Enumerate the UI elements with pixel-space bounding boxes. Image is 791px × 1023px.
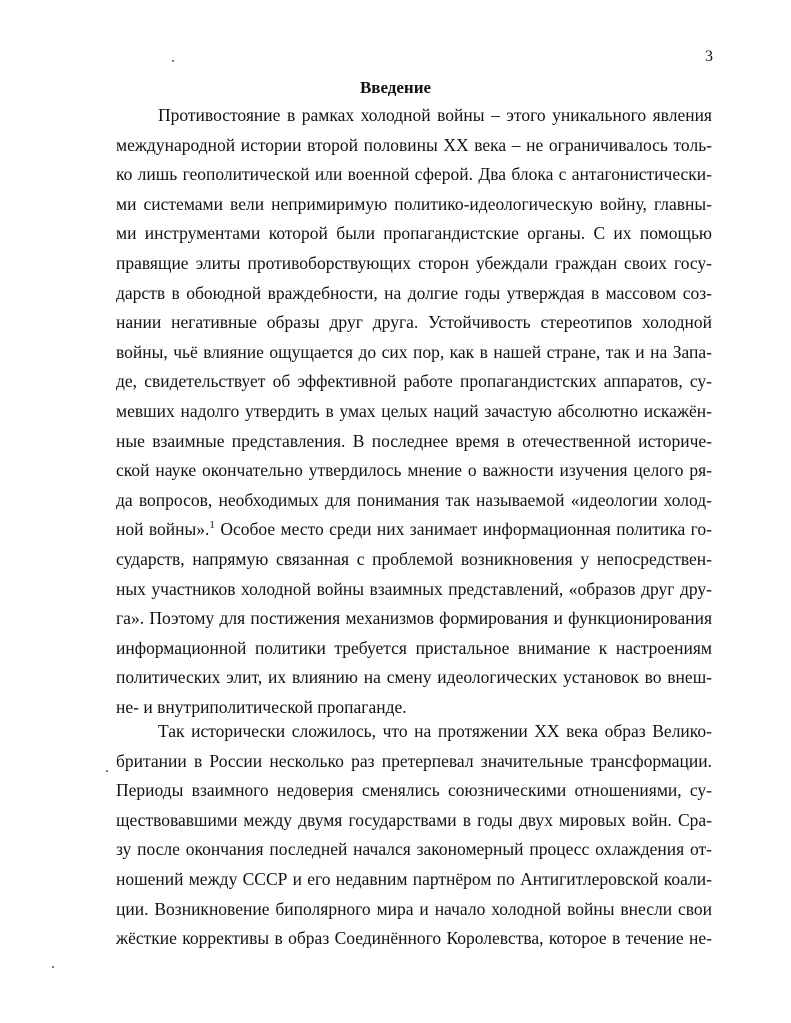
text-line: дарств в обоюдной враждебности, на долгие годы утверждая в массовом соз- — [116, 282, 712, 303]
text-line: нании негативные образы друг друга. Устойчивость стереотипов холодной — [116, 312, 712, 333]
text-line: войны, чьё влияние ощущается до сих пор, как в нашей стране, так и на Запа- — [116, 341, 712, 362]
text-line: мевших надолго утвердить в умах целых наций зачастую абсолютно искажён- — [116, 400, 712, 421]
text-line: ми инструментами которой были пропагандистские органы. С их помощью — [116, 223, 712, 244]
text-line: ношений между СССР и его недавним партнёром по Антигитлеровской коали- — [116, 868, 712, 889]
introduction-paragraph-2 — [116, 717, 712, 954]
footnote-marker: 1 — [209, 519, 215, 532]
text-line: га». Поэтому для постижения механизмов формирования и функционирования — [116, 608, 712, 629]
page-number: 3 — [705, 48, 713, 65]
scan-speck — [106, 770, 108, 772]
text-line: да вопросов, необходимых для понимания так называемой «идеологии холод- — [116, 489, 712, 510]
text-line-end: Особое место среди них занимает информационная политика го- — [220, 519, 712, 540]
text-line: не- и внутриполитической пропаганде. — [116, 696, 407, 717]
text-line: Периоды взаимного недоверия сменялись союзническими отношениями, су- — [116, 780, 712, 801]
text-line: политических элит, их влиянию на смену идеологических установок во внеш- — [116, 667, 712, 688]
scan-speck — [52, 966, 54, 968]
text-line: информационной политики требуется пристальное внимание к настроениям — [116, 637, 712, 658]
introduction-paragraph-1 — [116, 101, 712, 722]
text-line: ных участников холодной войны взаимных представлений, «образов друг дру- — [116, 578, 712, 599]
page-title: Введение — [359, 78, 432, 97]
text-line: британии в России несколько раз претерпевал значительные трансформации. — [116, 750, 712, 771]
text-line: сударств, напрямую связанная с проблемой возникновения у непосредствен- — [116, 548, 712, 569]
text-line: международной истории второй половины XX века – не ограничивалось толь- — [116, 134, 712, 155]
text-line-start: ной войны». — [116, 519, 210, 540]
text-line: ные взаимные представления. В последнее время в отечественной историче- — [116, 430, 712, 451]
scan-speck — [172, 60, 174, 62]
text-line: Противостояние в рамках холодной войны – этого уникального явления — [158, 105, 712, 125]
text-line: жёсткие коррективы в образ Соединённого Королевства, которое в течение не- — [116, 928, 712, 949]
text-line: ществовавшими между двумя государствами в годы двух мировых войн. Сра- — [116, 809, 712, 830]
text-line: де, свидетельствует об эффективной работе пропагандистских аппаратов, су- — [116, 371, 712, 392]
text-line: ко лишь геополитической или военной сферой. Два блока с антагонистически- — [116, 164, 712, 185]
text-line: ми системами вели непримиримую политико-идеологическую войну, главны- — [116, 193, 712, 214]
text-line — [116, 515, 712, 545]
text-line: правящие элиты противоборствующих сторон убеждали граждан своих госу- — [116, 252, 712, 273]
text-line: ции. Возникновение биполярного мира и начало холодной войны внесли свои — [116, 898, 712, 919]
text-line: зу после окончания последней начался закономерный процесс охлаждения от- — [116, 839, 712, 860]
text-line: Так исторически сложилось, что на протяжении XX века образ Велико- — [158, 721, 712, 741]
text-line: ской науке окончательно утвердилось мнение о важности изучения целого ря- — [116, 460, 712, 481]
